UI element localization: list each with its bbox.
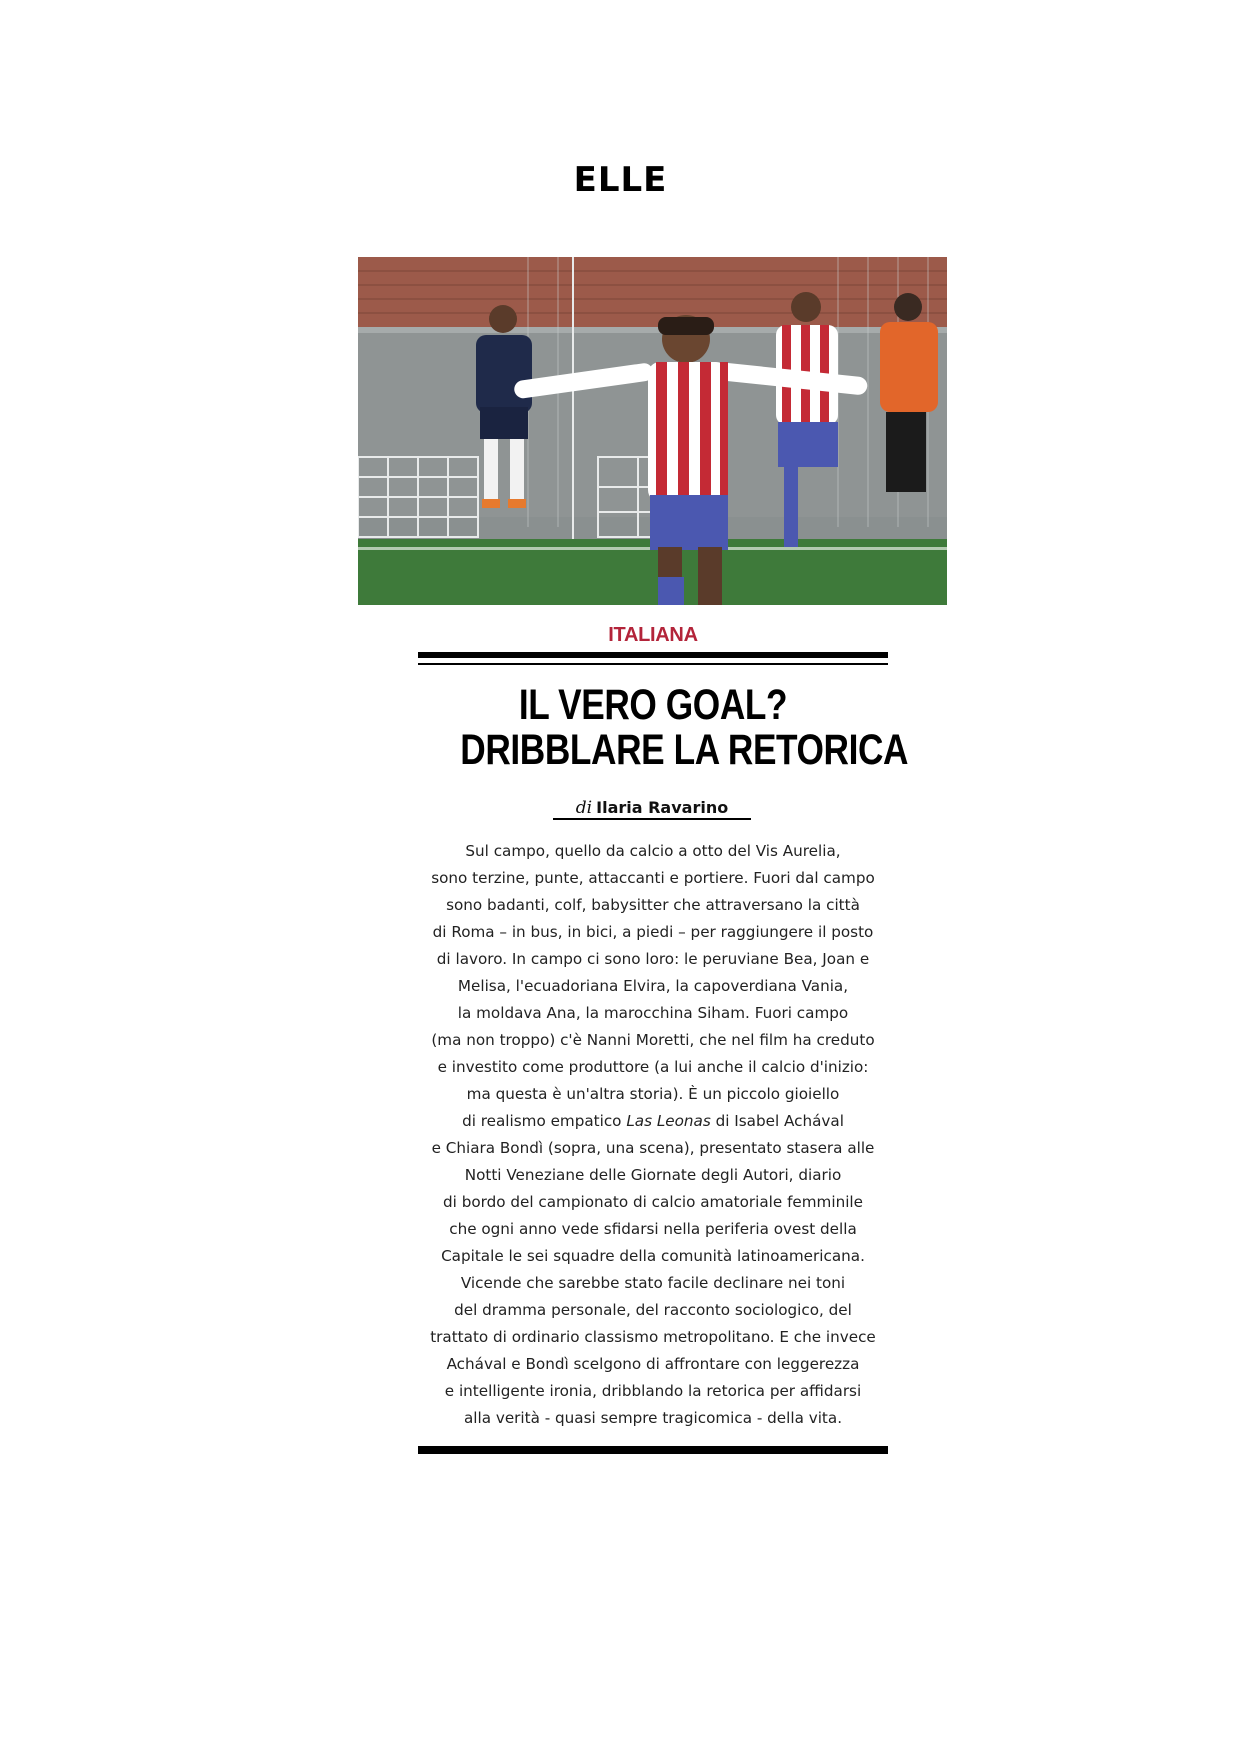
byline (553, 798, 751, 818)
bottom-rule (418, 1446, 888, 1454)
body-line-text: di realismo empatico (462, 1112, 622, 1130)
body-line: che ogni anno vede sfidarsi nella periferia ovest della (449, 1220, 857, 1238)
body-line: trattato di ordinario classismo metropolitano. E che invece (430, 1328, 876, 1346)
body-line: Notti Veneziane delle Giornate degli Autori, diario (464, 1166, 842, 1184)
magazine-masthead: ELLE (573, 160, 668, 200)
body-line: Sul campo, quello da calcio a otto del Vis Aurelia, (465, 842, 841, 860)
body-line: di lavoro. In campo ci sono loro: le peruviane Bea, Joan e (436, 950, 870, 968)
body-line: sono terzine, punte, attaccanti e portiere. Fuori dal campo (431, 869, 875, 887)
section-kicker: ITALIANA (608, 624, 698, 646)
body-line: alla verità - quasi sempre tragicomica - della vita. (463, 1409, 843, 1427)
article-body (410, 838, 896, 1432)
byline-rule (553, 818, 751, 820)
body-line: del dramma personale, del racconto sociologico, del (454, 1301, 852, 1319)
headline-line-2: DRIBBLARE LA RETORICA (460, 726, 909, 774)
body-line (410, 1108, 896, 1135)
body-line: ma questa è un'altra storia). È un piccolo gioiello (466, 1085, 840, 1103)
headline-line-1: IL VERO GOAL? (518, 681, 788, 729)
body-line: Melisa, l'ecuadoriana Elvira, la capoverdiana Vania, (457, 977, 849, 995)
byline-author: Ilaria Ravarino (596, 798, 729, 817)
body-line: (ma non troppo) c'è Nanni Moretti, che nel film ha creduto (431, 1031, 875, 1049)
football-photo (358, 257, 947, 605)
body-line: sono badanti, colf, babysitter che attraversano la città (446, 896, 860, 914)
film-title: Las Leonas (626, 1112, 711, 1130)
article-headline (460, 681, 909, 774)
body-line: la moldava Ana, la marocchina Siham. Fuori campo (457, 1004, 849, 1022)
top-rule-thin (418, 663, 888, 665)
body-line: di Roma – in bus, in bici, a piedi – per raggiungere il posto (432, 923, 874, 941)
body-line: e intelligente ironia, dribblando la retorica per affidarsi (444, 1382, 862, 1400)
body-line: Vicende che sarebbe stato facile declinare nei toni (460, 1274, 846, 1292)
body-line: Capitale le sei squadre della comunità latinoamericana. (441, 1247, 865, 1265)
body-line-text: di Isabel Achával (715, 1112, 844, 1130)
body-line: Achával e Bondì scelgono di affrontare con leggerezza (446, 1355, 860, 1373)
body-line: e investito come produttore (a lui anche il calcio d'inizio: (437, 1058, 869, 1076)
top-rule-thick (418, 652, 888, 658)
body-line: e Chiara Bondì (sopra, una scena), presentato stasera alle (431, 1139, 875, 1157)
byline-prefix: di (575, 798, 593, 818)
body-line: di bordo del campionato di calcio amatoriale femminile (443, 1193, 863, 1211)
